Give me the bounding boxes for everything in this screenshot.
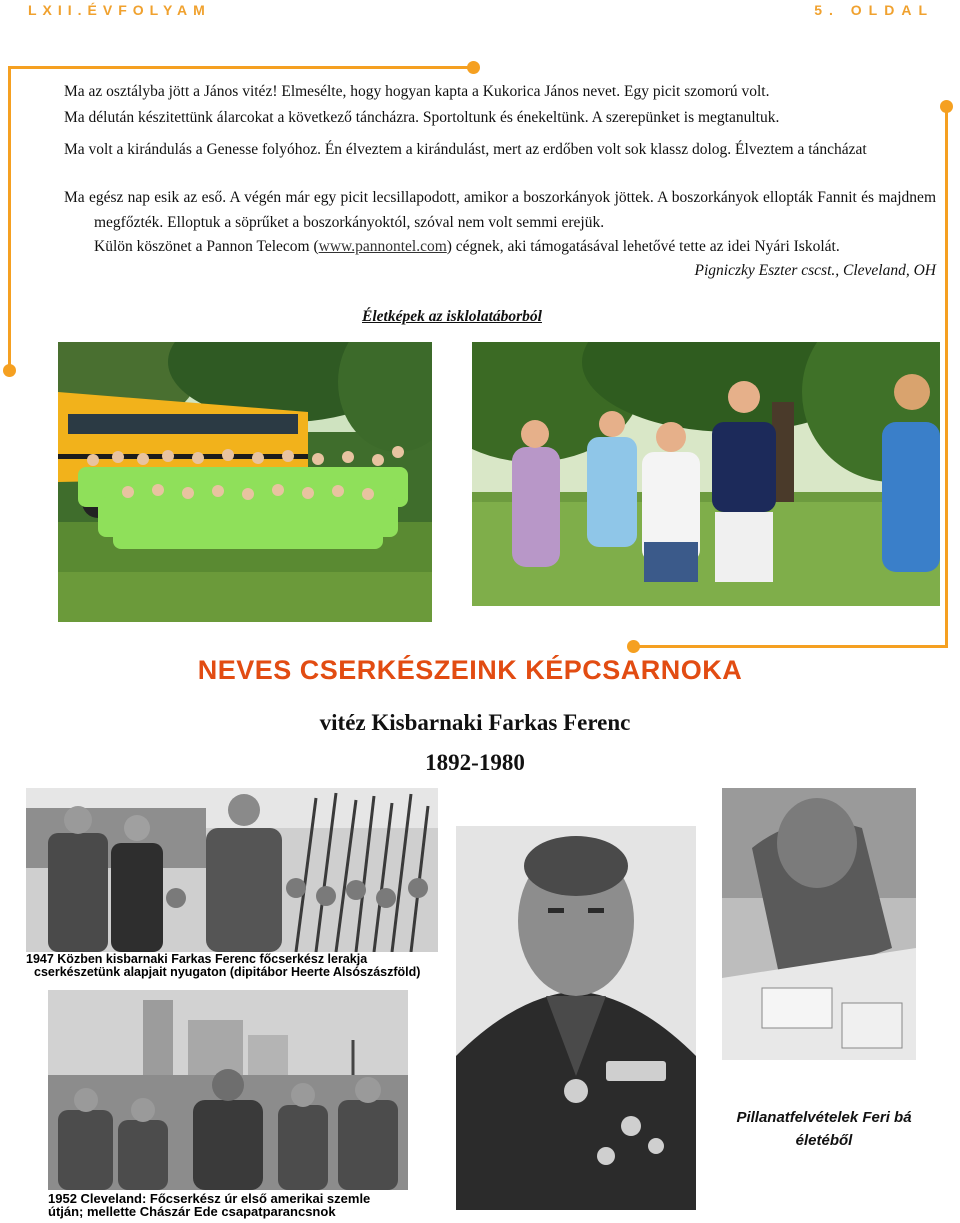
life-years: 1892-1980 bbox=[425, 750, 525, 775]
caption-1947-line-2: cserkészetünk alapjait nyugaton (dipitábor Heerte Alsószászföld) bbox=[34, 965, 421, 979]
caption-1947-line-1: 1947 Közben kisbarnaki Farkas Ferenc főcserkész lerakja bbox=[26, 952, 368, 966]
volume-header: LXII.ÉVFOLYAM bbox=[28, 2, 211, 18]
page-number-header: 5. OLDAL bbox=[814, 2, 934, 18]
photo-1947-camp bbox=[26, 788, 438, 952]
frame-dot-left bbox=[3, 364, 16, 377]
text-line-2: Ma délután készitettünk álarcokat a következő táncházra. Sportoltunk és énekeltünk. A szerepünket is megtanultuk. bbox=[64, 109, 780, 126]
caption-1952 bbox=[48, 1192, 428, 1218]
frame-bottom-line bbox=[634, 645, 948, 648]
caption-1952-line-1: 1952 Cleveland: Főcserkész úr első amerikai szemle bbox=[48, 1191, 371, 1206]
text-line-4: Ma egész nap esik az eső. A végén már egy picit lecsillapodott, amikor a boszorkányok jöttek. A boszorkányok ellopták Fannit és majdnem megfőzték. Elloptuk a söprűket a boszorkányoktól, szóval nem volt semmi erejük. bbox=[64, 189, 936, 231]
photo-1952-cleveland bbox=[48, 990, 408, 1190]
frame-left-line bbox=[8, 66, 11, 369]
caption-1952-line-2: útján; mellette Chászár Ede csapatparancsnok bbox=[48, 1204, 336, 1219]
frame-dot-bottom bbox=[627, 640, 640, 653]
photo-writing-desk bbox=[722, 788, 916, 1060]
photos-subtitle: Életképek az isklolatáborból bbox=[362, 308, 542, 325]
frame-top-line bbox=[8, 66, 474, 69]
signature: Pigniczky Eszter cscst., Cleveland, OH bbox=[694, 262, 936, 279]
frame-dot-right bbox=[940, 100, 953, 113]
snapshots-caption-line-1: Pillanatfelvételek Feri bá bbox=[736, 1109, 912, 1126]
caption-1947 bbox=[26, 953, 456, 979]
thanks-before: Külön köszönet a Pannon Telecom ( bbox=[94, 238, 319, 255]
text-line-3: Ma volt a kirándulás a Genesse folyóhoz. Én élveztem a kirándulást, mert az erdőben volt sok klassz dolog. Élveztem a táncházat bbox=[64, 141, 867, 158]
frame-dot-top bbox=[467, 61, 480, 74]
gallery-title: NEVES CSERKÉSZEINK KÉPCSARNOKA bbox=[197, 655, 743, 685]
snapshots-caption-line-2: életéből bbox=[795, 1132, 853, 1149]
group-photo-bus bbox=[58, 342, 432, 622]
frame-right-line bbox=[945, 107, 948, 648]
portrait-photo bbox=[456, 826, 696, 1210]
thanks-after: ) cégnek, aki támogatásával lehetővé tette az idei Nyári Iskolát. bbox=[446, 238, 840, 255]
pannontel-link[interactable]: www.pannontel.com bbox=[318, 238, 447, 255]
children-costume-photo bbox=[472, 342, 940, 606]
person-name: vitéz Kisbarnaki Farkas Ferenc bbox=[319, 710, 631, 735]
snapshots-caption bbox=[712, 1106, 936, 1152]
thanks-line bbox=[94, 234, 944, 259]
text-line-1: Ma az osztályba jött a János vitéz! Elmesélte, hogy hogyan kapta a Kukorica János nevet. Egy picit szomorú volt. bbox=[64, 83, 770, 100]
